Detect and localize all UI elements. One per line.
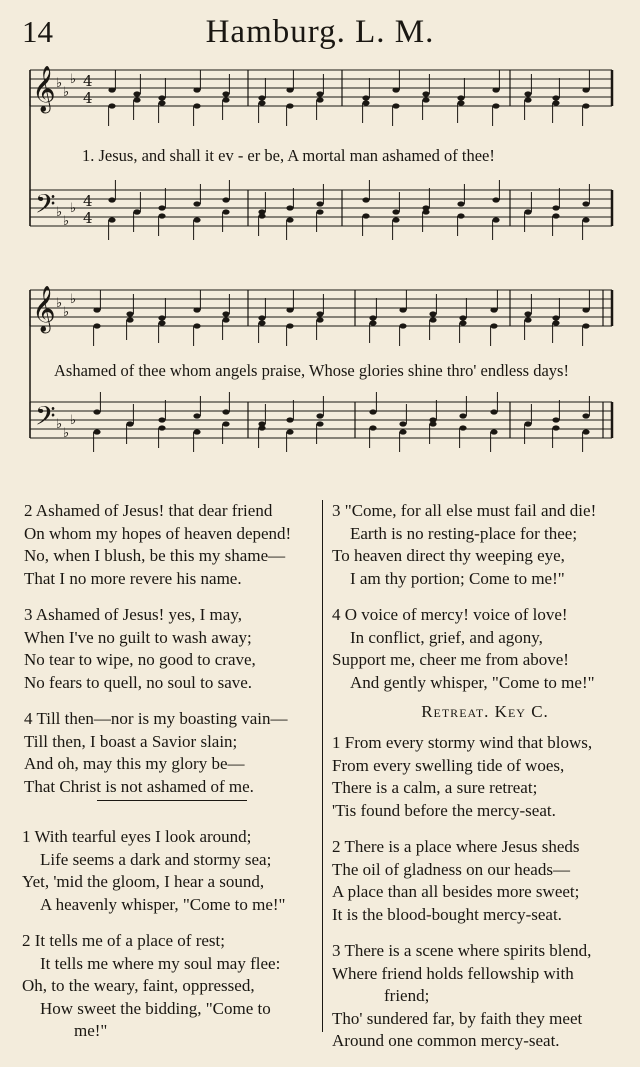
note-head bbox=[582, 217, 589, 222]
lyric-line-1: 1. Jesus, and shall it ev - er be, A mortal man ashamed of thee! bbox=[82, 146, 495, 165]
note-head bbox=[193, 201, 200, 206]
note-head bbox=[490, 429, 497, 434]
music-score bbox=[0, 0, 640, 470]
note-head bbox=[490, 323, 497, 328]
note-head bbox=[286, 307, 293, 312]
note-head bbox=[193, 217, 200, 222]
clef-glyph: 𝄢 bbox=[35, 188, 56, 226]
verse-line: No tear to wipe, no good to crave, bbox=[24, 650, 256, 669]
clef-glyph: 4 bbox=[83, 192, 93, 210]
note-head bbox=[258, 315, 265, 320]
verse-line: friend; bbox=[384, 986, 430, 1005]
note-head bbox=[392, 87, 399, 92]
note-head bbox=[286, 87, 293, 92]
verse bbox=[332, 732, 640, 822]
clef-glyph: ♭ bbox=[56, 417, 63, 432]
verse-line: No, when I blush, be this my shame— bbox=[24, 546, 286, 565]
note-head bbox=[316, 413, 323, 418]
note-head bbox=[193, 323, 200, 328]
clef-glyph: 𝄢 bbox=[35, 400, 56, 438]
note-head bbox=[93, 323, 100, 328]
note-head bbox=[422, 209, 429, 214]
note-head bbox=[490, 409, 497, 414]
note-head bbox=[222, 209, 229, 214]
verse bbox=[332, 500, 640, 590]
note-head bbox=[582, 429, 589, 434]
verse-line: To heaven direct thy weeping eye, bbox=[332, 546, 565, 565]
note-head bbox=[552, 100, 559, 105]
note-head bbox=[316, 317, 323, 322]
clef-glyph: 𝄞 bbox=[32, 66, 56, 112]
page-number: 14 bbox=[22, 14, 53, 49]
note-head bbox=[316, 209, 323, 214]
clef-glyph: ♭ bbox=[63, 426, 70, 441]
verse-line: It is the blood-bought mercy-seat. bbox=[332, 904, 562, 924]
verse-line: Oh, to the weary, faint, oppressed, bbox=[22, 976, 255, 995]
note-head bbox=[158, 205, 165, 210]
note-head bbox=[286, 429, 293, 434]
verse-line: me!" bbox=[74, 1021, 108, 1040]
verse-line: The oil of gladness on our heads— bbox=[332, 859, 570, 879]
clef-glyph: ♭ bbox=[63, 85, 70, 100]
note-head bbox=[158, 100, 165, 105]
note-head bbox=[258, 320, 265, 325]
clef-glyph: ♭ bbox=[70, 201, 77, 216]
note-head bbox=[392, 209, 399, 214]
verse-line: There is a calm, a sure retreat; bbox=[332, 778, 538, 797]
note-head bbox=[108, 217, 115, 222]
lyric-line-2: Ashamed of thee whom angels praise, Whose glories shine thro' endless days! bbox=[54, 361, 569, 380]
note-head bbox=[524, 97, 531, 102]
note-head bbox=[582, 103, 589, 108]
note-head bbox=[524, 317, 531, 322]
note-head bbox=[93, 307, 100, 312]
clef-glyph: 4 bbox=[83, 89, 93, 107]
clef-glyph: 4 bbox=[83, 72, 93, 90]
verse bbox=[24, 500, 322, 590]
verse-line: When I've no guilt to wash away; bbox=[24, 627, 252, 647]
verse bbox=[22, 826, 322, 916]
section-divider bbox=[97, 800, 247, 801]
note-head bbox=[552, 320, 559, 325]
note-head bbox=[369, 425, 376, 430]
verse-line: And oh, may this my glory be— bbox=[24, 754, 245, 773]
note-head bbox=[422, 97, 429, 102]
note-head bbox=[316, 97, 323, 102]
note-head bbox=[362, 95, 369, 100]
verse bbox=[22, 930, 322, 1043]
note-head bbox=[399, 323, 406, 328]
hymn3-column bbox=[332, 732, 640, 1067]
note-head bbox=[133, 91, 140, 96]
note-head bbox=[133, 97, 140, 102]
note-head bbox=[582, 87, 589, 92]
note-head bbox=[222, 311, 229, 316]
verse-line: On whom my hopes of heaven depend! bbox=[24, 523, 292, 543]
retreat-heading: Retreat. Key C. bbox=[421, 702, 549, 721]
verse-line: It tells me where my soul may flee: bbox=[40, 953, 281, 973]
hymn2-column bbox=[22, 826, 322, 1057]
note-head bbox=[459, 425, 466, 430]
note-head bbox=[582, 323, 589, 328]
note-head bbox=[399, 421, 406, 426]
clef-glyph: ♭ bbox=[70, 292, 77, 307]
note-head bbox=[286, 217, 293, 222]
verse-line: That I no more revere his name. bbox=[24, 568, 242, 588]
clef-glyph: ♭ bbox=[63, 214, 70, 229]
verse-line: Support me, cheer me from above! bbox=[332, 650, 569, 669]
clef-glyph: ♭ bbox=[70, 72, 77, 87]
note-head bbox=[492, 217, 499, 222]
verse-line: Tho' sundered far, by faith they meet bbox=[332, 1008, 583, 1028]
note-head bbox=[193, 307, 200, 312]
note-head bbox=[582, 307, 589, 312]
note-head bbox=[552, 417, 559, 422]
note-head bbox=[369, 320, 376, 325]
verse-line: 1 From every stormy wind that blows, bbox=[332, 733, 593, 752]
note-head bbox=[93, 409, 100, 414]
verse-line: Yet, 'mid the gloom, I hear a sound, bbox=[22, 872, 265, 891]
note-head bbox=[492, 103, 499, 108]
note-head bbox=[286, 103, 293, 108]
note-head bbox=[429, 317, 436, 322]
column-divider bbox=[322, 500, 323, 1032]
clef-glyph: ♭ bbox=[70, 413, 77, 428]
clef-glyph: ♭ bbox=[56, 76, 63, 91]
note-head bbox=[108, 103, 115, 108]
note-head bbox=[429, 421, 436, 426]
verse-line: Earth is no resting-place for thee; bbox=[350, 523, 578, 543]
note-head bbox=[459, 413, 466, 418]
verse bbox=[332, 940, 640, 1053]
verse bbox=[24, 604, 322, 694]
note-head bbox=[258, 100, 265, 105]
verse-line: 2 It tells me of a place of rest; bbox=[22, 931, 225, 950]
note-head bbox=[158, 95, 165, 100]
note-head bbox=[222, 317, 229, 322]
note-head bbox=[193, 429, 200, 434]
note-head bbox=[582, 413, 589, 418]
clef-glyph: 𝄞 bbox=[32, 286, 56, 332]
note-head bbox=[316, 201, 323, 206]
note-head bbox=[126, 421, 133, 426]
note-head bbox=[193, 87, 200, 92]
note-head bbox=[258, 425, 265, 430]
note-head bbox=[158, 425, 165, 430]
note-head bbox=[362, 197, 369, 202]
verse-line: 3 "Come, for all else must fail and die! bbox=[332, 501, 597, 520]
note-head bbox=[399, 307, 406, 312]
note-head bbox=[459, 315, 466, 320]
note-head bbox=[108, 87, 115, 92]
note-head bbox=[457, 213, 464, 218]
note-head bbox=[258, 213, 265, 218]
note-head bbox=[222, 97, 229, 102]
verse-line: A heavenly whisper, "Come to me!" bbox=[40, 894, 286, 914]
note-head bbox=[524, 91, 531, 96]
hymn1-right-column bbox=[332, 500, 640, 708]
note-head bbox=[457, 100, 464, 105]
note-head bbox=[93, 429, 100, 434]
note-head bbox=[222, 409, 229, 414]
verse-line: Where friend holds fellowship with bbox=[332, 963, 574, 983]
hymn1-left-column bbox=[24, 500, 322, 812]
verse-line: 2 There is a place where Jesus sheds bbox=[332, 837, 580, 856]
verse-line: 2 Ashamed of Jesus! that dear friend bbox=[24, 501, 273, 520]
note-head bbox=[158, 213, 165, 218]
note-head bbox=[552, 95, 559, 100]
clef-glyph: ♭ bbox=[56, 296, 63, 311]
note-head bbox=[222, 91, 229, 96]
verse-line: And gently whisper, "Come to me!" bbox=[350, 672, 595, 692]
verse-line: 1 With tearful eyes I look around; bbox=[22, 827, 252, 846]
verse-line: 4 Till then—nor is my boasting vain— bbox=[24, 709, 288, 728]
note-head bbox=[316, 311, 323, 316]
verse-line: 3 Ashamed of Jesus! yes, I may, bbox=[24, 605, 242, 624]
note-head bbox=[552, 213, 559, 218]
note-head bbox=[429, 311, 436, 316]
note-head bbox=[316, 421, 323, 426]
note-head bbox=[126, 317, 133, 322]
note-head bbox=[392, 217, 399, 222]
note-head bbox=[158, 320, 165, 325]
note-head bbox=[490, 307, 497, 312]
note-head bbox=[286, 323, 293, 328]
note-head bbox=[193, 103, 200, 108]
note-head bbox=[524, 421, 531, 426]
verse-line: 3 There is a scene where spirits blend, bbox=[332, 941, 592, 960]
verse-line: Around one common mercy-seat. bbox=[332, 1031, 560, 1050]
verse-line: Life seems a dark and stormy sea; bbox=[40, 849, 272, 869]
note-head bbox=[362, 213, 369, 218]
verse bbox=[332, 604, 640, 694]
verse-line: From every swelling tide of woes, bbox=[332, 755, 565, 775]
note-head bbox=[222, 197, 229, 202]
note-head bbox=[457, 95, 464, 100]
verse bbox=[332, 836, 640, 926]
note-head bbox=[492, 87, 499, 92]
note-head bbox=[362, 100, 369, 105]
note-head bbox=[286, 417, 293, 422]
verse bbox=[24, 708, 322, 798]
note-head bbox=[286, 205, 293, 210]
note-head bbox=[158, 417, 165, 422]
verse-line: In conflict, grief, and agony, bbox=[350, 627, 543, 647]
note-head bbox=[457, 201, 464, 206]
note-head bbox=[369, 315, 376, 320]
note-head bbox=[492, 197, 499, 202]
clef-glyph: 4 bbox=[83, 209, 93, 227]
note-head bbox=[316, 91, 323, 96]
note-head bbox=[126, 311, 133, 316]
note-head bbox=[193, 413, 200, 418]
clef-glyph: ♭ bbox=[56, 205, 63, 220]
note-head bbox=[459, 320, 466, 325]
note-head bbox=[222, 421, 229, 426]
note-head bbox=[552, 425, 559, 430]
verse-line: 4 O voice of mercy! voice of love! bbox=[332, 605, 568, 624]
verse-line: How sweet the bidding, "Come to bbox=[40, 998, 271, 1018]
note-head bbox=[108, 197, 115, 202]
verse-line: I am thy portion; Come to me!" bbox=[350, 568, 565, 588]
note-head bbox=[399, 429, 406, 434]
verse-line: That Christ is not ashamed of me. bbox=[24, 776, 254, 796]
verse-line: Till then, I boast a Savior slain; bbox=[24, 731, 238, 751]
note-head bbox=[258, 95, 265, 100]
verse-line: 'Tis found before the mercy-seat. bbox=[332, 800, 556, 820]
note-head bbox=[158, 315, 165, 320]
verse-line: A place than all besides more sweet; bbox=[332, 882, 580, 901]
note-head bbox=[552, 205, 559, 210]
clef-glyph: ♭ bbox=[63, 305, 70, 320]
note-head bbox=[582, 201, 589, 206]
note-head bbox=[133, 209, 140, 214]
note-head bbox=[392, 103, 399, 108]
hymn-title: Hamburg. L. M. bbox=[205, 14, 435, 50]
verse-line: No fears to quell, no soul to save. bbox=[24, 672, 253, 692]
note-head bbox=[524, 311, 531, 316]
note-head bbox=[552, 315, 559, 320]
note-head bbox=[369, 409, 376, 414]
note-head bbox=[422, 91, 429, 96]
note-head bbox=[524, 209, 531, 214]
